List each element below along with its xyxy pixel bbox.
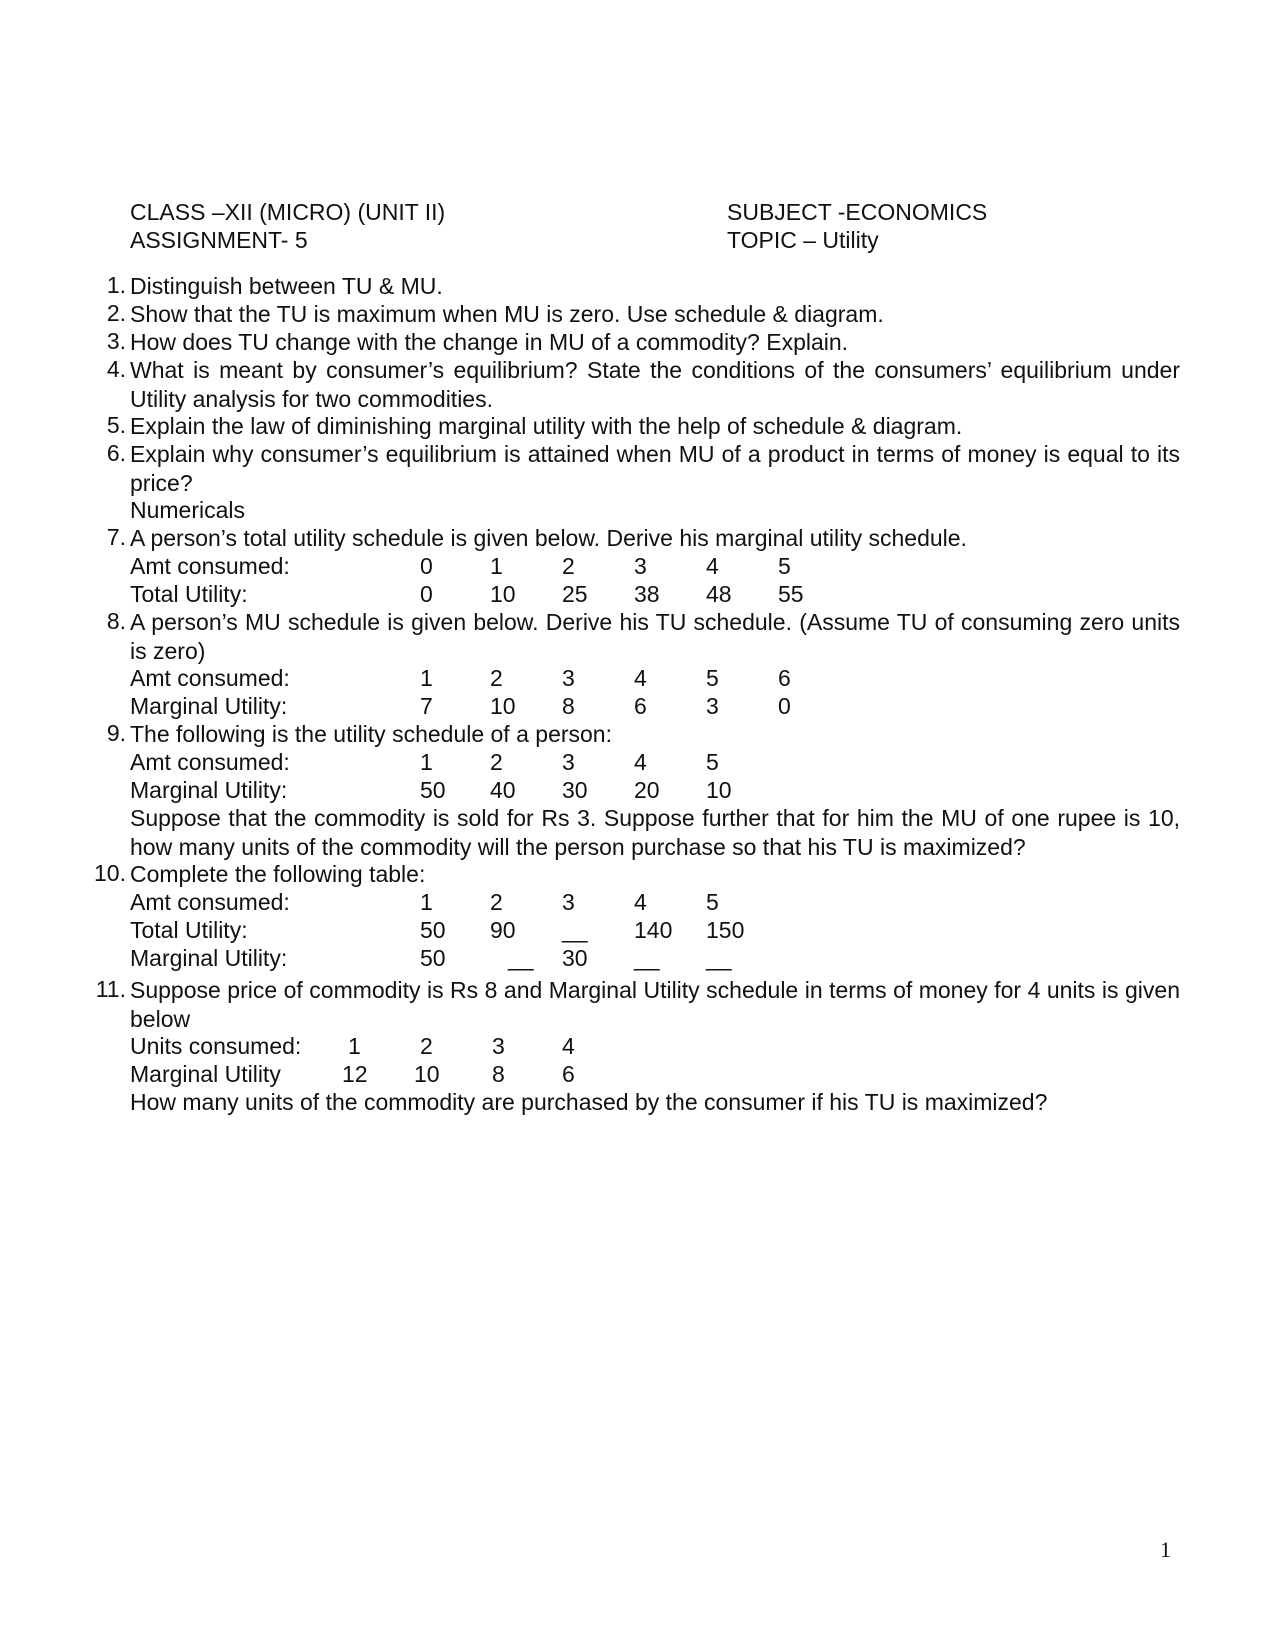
row-label: Marginal Utility bbox=[130, 1061, 281, 1087]
question-text: Distinguish between TU & MU. bbox=[130, 273, 443, 299]
table-cell: 2 bbox=[490, 889, 503, 915]
header-right bbox=[727, 198, 987, 254]
question-number: 3. bbox=[106, 328, 126, 354]
row-label: Marginal Utility: bbox=[130, 777, 288, 803]
question-number: 11. bbox=[95, 976, 126, 1002]
question-text: A person’s total utility schedule is given below. Derive his marginal utility schedule. bbox=[130, 525, 967, 551]
row-label: Total Utility: bbox=[130, 917, 248, 943]
table-cell: 1 bbox=[348, 1033, 361, 1059]
table-cell: 6 bbox=[778, 665, 791, 691]
table-cell: 8 bbox=[492, 1061, 505, 1087]
numericals-heading: Numericals bbox=[130, 497, 246, 523]
subject-line: SUBJECT -ECONOMICS bbox=[727, 199, 988, 225]
table-cell: 2 bbox=[490, 749, 503, 775]
question-text: Suppose price of commodity is Rs 8 and Marginal Utility schedule in terms of money for 4 units is given below bbox=[130, 977, 1180, 1032]
table-cell: 4 bbox=[634, 749, 647, 775]
table-cell: 48 bbox=[706, 581, 732, 607]
table-cell: 3 bbox=[562, 889, 575, 915]
table-cell: 10 bbox=[706, 777, 732, 803]
table-cell: 10 bbox=[414, 1061, 440, 1087]
table-cell: 2 bbox=[490, 665, 503, 691]
question-text: Show that the TU is maximum when MU is zero. Use schedule & diagram. bbox=[130, 301, 884, 327]
table-cell: 40 bbox=[490, 777, 516, 803]
table-cell: 55 bbox=[778, 581, 804, 607]
table-cell: 0 bbox=[420, 553, 433, 579]
page-number: 1 bbox=[1160, 1537, 1171, 1562]
table-cell: 5 bbox=[706, 749, 719, 775]
row-label: Units consumed: bbox=[130, 1033, 302, 1059]
table-cell: 10 bbox=[490, 581, 516, 607]
table-cell: 3 bbox=[634, 553, 647, 579]
table-cell: 1 bbox=[490, 553, 503, 579]
table-cell: 6 bbox=[562, 1061, 575, 1087]
table-cell: 0 bbox=[778, 693, 791, 719]
header-left bbox=[130, 198, 445, 254]
table-cell: 8 bbox=[562, 693, 575, 719]
class-line: CLASS –XII (MICRO) (UNIT II) bbox=[130, 199, 446, 225]
question-text: What is meant by consumer’s equilibrium? State the conditions of the consumers’ equilibrium under Utility analysis for two commodities. bbox=[130, 357, 1180, 412]
table-cell: __ bbox=[634, 945, 660, 971]
question-number: 5. bbox=[106, 412, 126, 438]
table-cell: 5 bbox=[706, 665, 719, 691]
table-cell: __ bbox=[706, 945, 732, 971]
row-label: Amt consumed: bbox=[130, 889, 290, 915]
table-cell: 6 bbox=[634, 693, 647, 719]
table-cell: 3 bbox=[492, 1033, 505, 1059]
table-cell: 1 bbox=[420, 749, 433, 775]
question-number: 10. bbox=[94, 860, 126, 886]
table-cell: 10 bbox=[490, 693, 516, 719]
question-text: A person’s MU schedule is given below. Derive his TU schedule. (Assume TU of consuming zero units is zero) bbox=[130, 609, 1180, 664]
row-label: Total Utility: bbox=[130, 581, 248, 607]
question-11-followup: How many units of the commodity are purchased by the consumer if his TU is maximized? bbox=[130, 1089, 1048, 1115]
table-cell: 1 bbox=[420, 665, 433, 691]
table-cell: 3 bbox=[562, 665, 575, 691]
table-cell: 4 bbox=[634, 665, 647, 691]
table-cell: 0 bbox=[420, 581, 433, 607]
table-cell: 140 bbox=[634, 917, 673, 943]
table-cell: 38 bbox=[634, 581, 660, 607]
table-cell: 50 bbox=[420, 917, 446, 943]
table-cell: 50 bbox=[420, 945, 446, 971]
question-number: 9. bbox=[106, 720, 126, 746]
table-cell: 4 bbox=[706, 553, 719, 579]
table-cell: 3 bbox=[562, 749, 575, 775]
table-cell: 5 bbox=[706, 889, 719, 915]
question-text: Explain why consumer’s equilibrium is attained when MU of a product in terms of money is equal to its price? bbox=[130, 441, 1180, 496]
row-label: Amt consumed: bbox=[130, 749, 290, 775]
table-cell: 20 bbox=[634, 777, 660, 803]
question-text: Explain the law of diminishing marginal utility with the help of schedule & diagram. bbox=[130, 413, 963, 439]
question-number: 8. bbox=[106, 608, 126, 634]
question-number: 6. bbox=[106, 440, 126, 466]
question-number: 4. bbox=[106, 356, 126, 382]
row-label: Marginal Utility: bbox=[130, 945, 288, 971]
table-cell: 90 bbox=[490, 917, 516, 943]
table-cell: 4 bbox=[634, 889, 647, 915]
table-cell: 2 bbox=[420, 1033, 433, 1059]
table-cell: 4 bbox=[562, 1033, 575, 1059]
table-cell: 25 bbox=[562, 581, 588, 607]
assignment-line: ASSIGNMENT- 5 bbox=[130, 227, 308, 253]
table-cell: 3 bbox=[706, 693, 719, 719]
question-text: Complete the following table: bbox=[130, 861, 426, 887]
table-cell: 12 bbox=[342, 1061, 368, 1087]
table-cell: 7 bbox=[420, 693, 433, 719]
row-label: Amt consumed: bbox=[130, 553, 290, 579]
question-number: 7. bbox=[106, 524, 126, 550]
question-text: How does TU change with the change in MU of a commodity? Explain. bbox=[130, 329, 849, 355]
question-number: 1. bbox=[106, 272, 126, 298]
question-number: 2. bbox=[106, 300, 126, 326]
table-cell: 30 bbox=[562, 777, 588, 803]
table-cell: 2 bbox=[562, 553, 575, 579]
row-label: Amt consumed: bbox=[130, 665, 290, 691]
table-cell: 5 bbox=[778, 553, 791, 579]
table-cell: 50 bbox=[420, 777, 446, 803]
table-cell: 30 bbox=[562, 945, 588, 971]
table-cell: 1 bbox=[420, 889, 433, 915]
table-cell: __ bbox=[562, 917, 588, 943]
table-cell: 150 bbox=[706, 917, 745, 943]
question-9-followup: Suppose that the commodity is sold for Rs 3. Suppose further that for him the MU of one rupee is 10, how many units of the commodity will the person purchase so that his TU is maximized? bbox=[130, 805, 1180, 860]
topic-line: TOPIC – Utility bbox=[727, 227, 879, 253]
question-text: The following is the utility schedule of a person: bbox=[130, 721, 612, 747]
row-label: Marginal Utility: bbox=[130, 693, 288, 719]
table-cell: __ bbox=[508, 945, 534, 971]
